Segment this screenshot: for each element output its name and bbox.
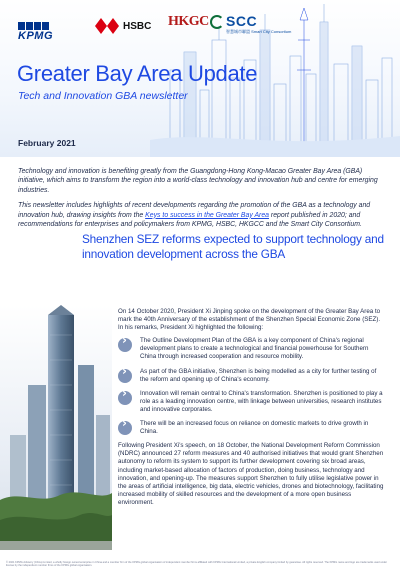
scc-logo-text: SCC: [226, 13, 258, 29]
chevron-right-bullet-icon: [118, 421, 132, 435]
list-item-text: The Outline Development Plan of the GBA is a key component of China's regional development plans to create a technological and financial powerhouse for Southern China through increased cooperation and resource mobility.: [140, 337, 369, 361]
partner-logos: [0, 10, 400, 46]
intro-text-before-link: This newsletter includes highlights of recent developments regarding the promotion of the GBA as a technology and innovation hub, drawing insights from the: [18, 202, 371, 219]
page-title: Greater Bay Area Update: [17, 61, 258, 86]
list-item: [118, 368, 386, 384]
legal-footer: © 2021 KPMG Advisory (China) Limited, a wholly foreign owned enterprise in China and a member firm of the KPMG global organisation of independent member firms affiliated with KPMG International Limited, a private English company limited by guarantee. All rights reserved. The KPMG name and logo are trademarks used under license by the independent member firms of the KPMG global organisation.: [6, 561, 387, 568]
issue-date: February 2021: [18, 138, 76, 148]
kpmg-logo: [18, 22, 53, 42]
kpmg-logo-text: KPMG: [18, 30, 53, 42]
section-heading: Shenzhen SEZ reforms expected to support technology and innovation development across the GBA: [82, 232, 384, 261]
article-lead-paragraph: On 14 October 2020, President Xi Jinping spoke on the development of the Greater Bay Area to mark the 40th Anniversary of the establishment of the Shenzhen Special Economic Zone (SEZ). In his remarks, President Xi highlighted the following:: [118, 308, 381, 332]
keys-to-success-report-link[interactable]: Keys to success in the Greater Bay Area: [145, 211, 270, 219]
list-item: [118, 337, 386, 361]
key-points-list: [118, 337, 386, 436]
intro-text-after-link: report published in 2020; and recommendations for enterprises and policymakers from KPMG, HSBC, HKGCC and the Smart City Consortium.: [18, 211, 362, 229]
hsbc-logo-text: HSBC: [123, 20, 152, 32]
intro-paragraph-2: [18, 201, 384, 229]
list-item: [118, 420, 386, 436]
hkgcc-swirl-icon: [210, 15, 224, 29]
scc-logo: [226, 14, 291, 35]
shenzhen-skyscraper-photo: [0, 305, 112, 550]
hsbc-hexagon-icon: [95, 18, 119, 34]
list-item-text: Innovation will remain central to China's transformation. Shenzhen is positioned to play a role as a leading innovation centre, with linkage between universities, research institutes and innovative corporates.: [140, 389, 383, 413]
header-banner: [0, 0, 400, 157]
article-body: [118, 308, 386, 507]
page-subtitle: Tech and Innovation GBA newsletter: [18, 90, 188, 102]
chevron-right-bullet-icon: [118, 369, 132, 383]
hkgcc-logo-text: HKGC: [168, 14, 209, 29]
chevron-right-bullet-icon: [118, 338, 132, 352]
hkgcc-logo: [168, 14, 224, 30]
list-item-text: As part of the GBA initiative, Shenzhen is being modelled as a city for further testing of the reform and opening up of China's economy.: [140, 367, 377, 383]
hsbc-logo: [95, 18, 151, 34]
intro-paragraph-1: Technology and innovation is benefiting greatly from the Guangdong-Hong Kong-Macao Greater Bay Area (GBA) initiative, which aims to transform the region into a world-class technology and innovation hub and centre for emerging industries.: [18, 168, 378, 194]
intro-section: [18, 167, 384, 235]
kpmg-logo-icon: [18, 22, 49, 30]
list-item-text: There will be an increased focus on reliance on domestic markets to drive growth in China.: [140, 420, 369, 436]
list-item: [118, 390, 386, 414]
scc-logo-subtext: 智慧城市聯盟 Smart City Consortium: [226, 29, 292, 34]
article-closing-paragraph: Following President Xi's speech, on 18 October, the National Development Reform Commission (NDRC) announced 27 reform measures and 40 authorised initiatives that would grant Shenzhen autonomy to reform its system to support its further development covering six broad areas, including market-based allocation of factors of production, doing business, technology and innovation, and opening-up. The measures support Shenzhen to fully utilise legislative power in the areas of artificial intelligence, big data, electric vehicles, drones and biotechnology, facilitating increased mobility of skilled resources and the development of a more open business environment.: [118, 442, 384, 506]
chevron-right-bullet-icon: [118, 391, 132, 405]
